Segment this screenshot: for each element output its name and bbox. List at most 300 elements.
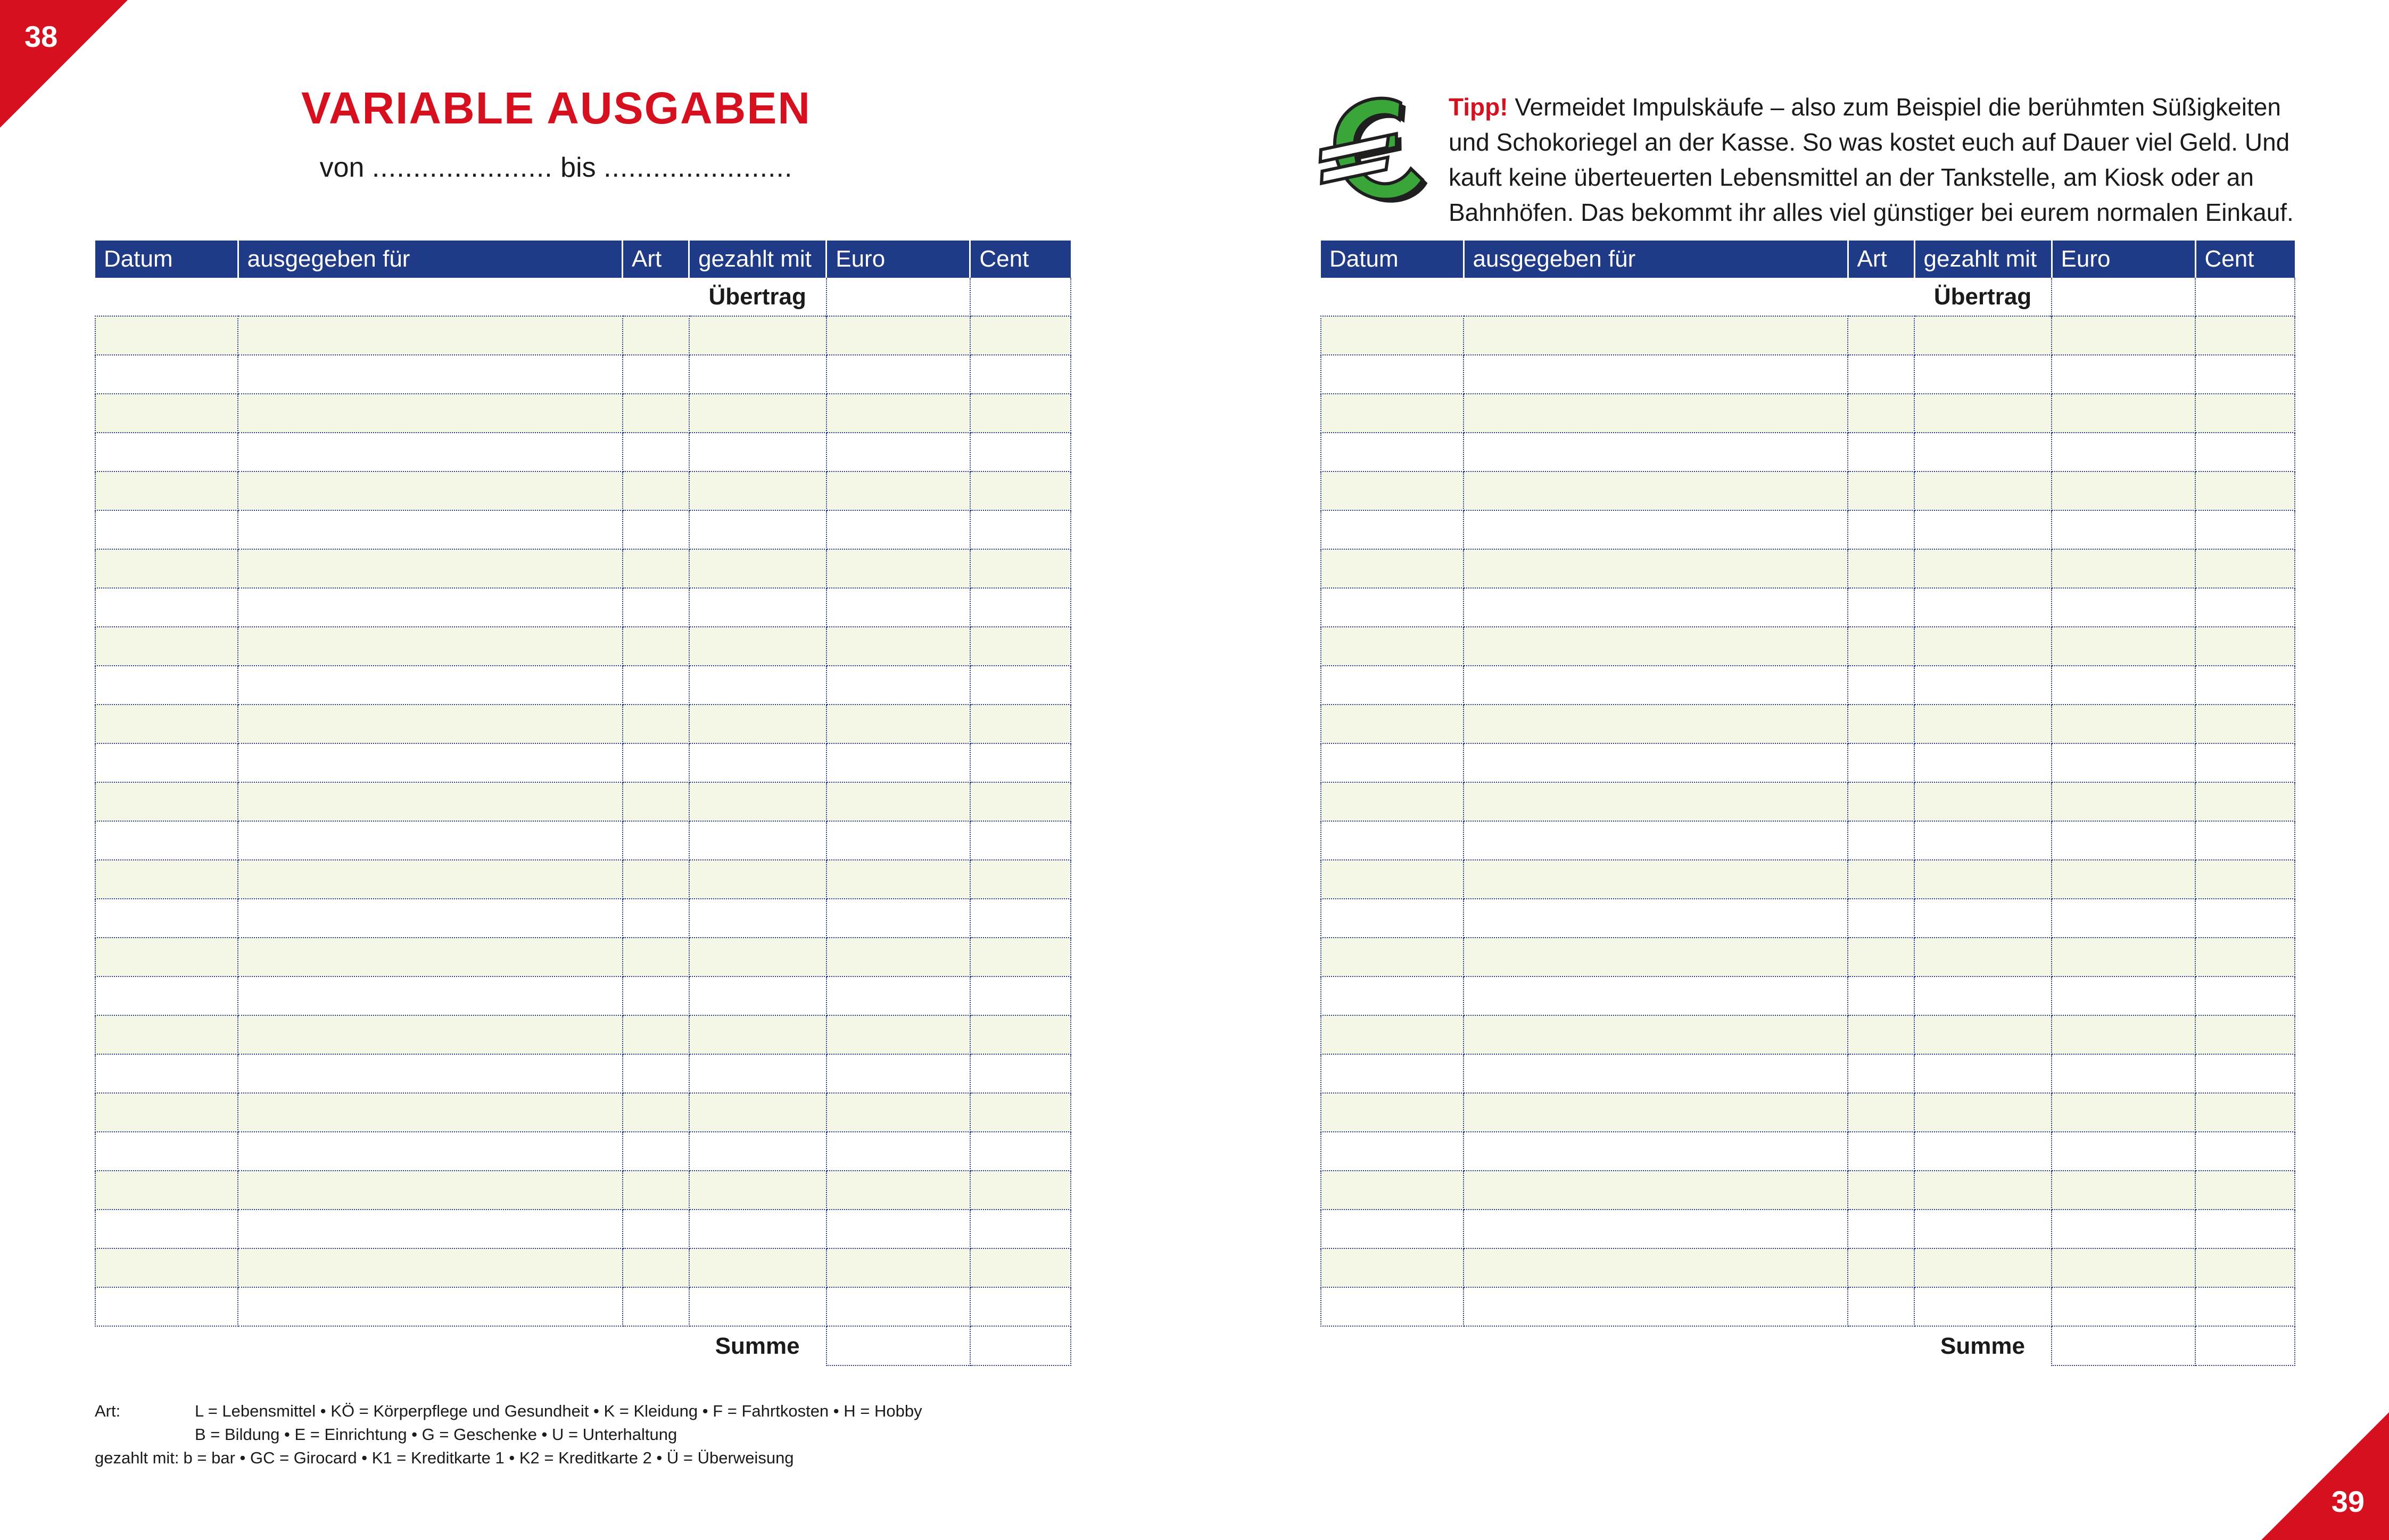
entry-cell[interactable]	[689, 1210, 826, 1248]
entry-cell[interactable]	[95, 1093, 238, 1132]
entry-cell[interactable]	[238, 666, 622, 705]
entry-cell[interactable]	[623, 938, 689, 976]
entry-cell[interactable]	[1914, 316, 2052, 355]
entry-cell[interactable]	[1464, 976, 1848, 1015]
entry-cell[interactable]	[95, 316, 238, 355]
entry-cell[interactable]	[1321, 1054, 1464, 1093]
entry-cell[interactable]	[1914, 355, 2052, 394]
entry-cell[interactable]	[238, 1287, 622, 1326]
entry-cell[interactable]	[1914, 1287, 2052, 1326]
entry-cell[interactable]	[826, 705, 970, 743]
entry-cell[interactable]	[689, 821, 826, 860]
entry-cell[interactable]	[2052, 899, 2195, 938]
entry-cell[interactable]	[95, 860, 238, 899]
entry-cell[interactable]	[1848, 433, 1914, 471]
carry-over-euro-cell[interactable]	[2052, 278, 2195, 316]
entry-cell[interactable]	[689, 782, 826, 821]
entry-cell[interactable]	[95, 1287, 238, 1326]
entry-cell[interactable]	[2195, 627, 2295, 666]
entry-cell[interactable]	[238, 588, 622, 627]
entry-cell[interactable]	[970, 394, 1071, 433]
entry-cell[interactable]	[238, 549, 622, 588]
entry-cell[interactable]	[1464, 1210, 1848, 1248]
entry-cell[interactable]	[826, 1248, 970, 1287]
entry-cell[interactable]	[95, 1015, 238, 1054]
entry-cell[interactable]	[1321, 705, 1464, 743]
entry-cell[interactable]	[2052, 588, 2195, 627]
entry-cell[interactable]	[826, 510, 970, 549]
entry-cell[interactable]	[970, 976, 1071, 1015]
entry-cell[interactable]	[238, 743, 622, 782]
entry-cell[interactable]	[2052, 1287, 2195, 1326]
sum-cent-cell[interactable]	[970, 1326, 1071, 1365]
entry-cell[interactable]	[2052, 1171, 2195, 1210]
entry-cell[interactable]	[1848, 355, 1914, 394]
entry-cell[interactable]	[2195, 433, 2295, 471]
entry-cell[interactable]	[2195, 471, 2295, 510]
entry-cell[interactable]	[970, 471, 1071, 510]
entry-cell[interactable]	[970, 549, 1071, 588]
entry-cell[interactable]	[1848, 1015, 1914, 1054]
entry-cell[interactable]	[623, 1054, 689, 1093]
entry-cell[interactable]	[970, 355, 1071, 394]
entry-cell[interactable]	[238, 1248, 622, 1287]
entry-cell[interactable]	[970, 743, 1071, 782]
entry-cell[interactable]	[2052, 821, 2195, 860]
entry-cell[interactable]	[970, 316, 1071, 355]
entry-cell[interactable]	[1848, 510, 1914, 549]
entry-cell[interactable]	[1321, 471, 1464, 510]
entry-cell[interactable]	[1321, 821, 1464, 860]
sum-cent-cell[interactable]	[2195, 1326, 2295, 1365]
entry-cell[interactable]	[2195, 743, 2295, 782]
entry-cell[interactable]	[1464, 821, 1848, 860]
entry-cell[interactable]	[689, 433, 826, 471]
entry-cell[interactable]	[689, 627, 826, 666]
entry-cell[interactable]	[2195, 782, 2295, 821]
entry-cell[interactable]	[623, 1015, 689, 1054]
entry-cell[interactable]	[238, 510, 622, 549]
entry-cell[interactable]	[1321, 782, 1464, 821]
entry-cell[interactable]	[2195, 1210, 2295, 1248]
entry-cell[interactable]	[2052, 938, 2195, 976]
entry-cell[interactable]	[689, 1015, 826, 1054]
entry-cell[interactable]	[1914, 1093, 2052, 1132]
entry-cell[interactable]	[1464, 1015, 1848, 1054]
entry-cell[interactable]	[689, 355, 826, 394]
entry-cell[interactable]	[970, 782, 1071, 821]
entry-cell[interactable]	[238, 471, 622, 510]
entry-cell[interactable]	[623, 1132, 689, 1171]
entry-cell[interactable]	[970, 860, 1071, 899]
entry-cell[interactable]	[1464, 938, 1848, 976]
entry-cell[interactable]	[826, 1287, 970, 1326]
entry-cell[interactable]	[1914, 976, 2052, 1015]
entry-cell[interactable]	[1914, 821, 2052, 860]
sum-euro-cell[interactable]	[2052, 1326, 2195, 1365]
entry-cell[interactable]	[2195, 549, 2295, 588]
entry-cell[interactable]	[623, 782, 689, 821]
entry-cell[interactable]	[970, 1015, 1071, 1054]
entry-cell[interactable]	[1914, 1015, 2052, 1054]
entry-cell[interactable]	[1464, 1171, 1848, 1210]
entry-cell[interactable]	[2052, 627, 2195, 666]
entry-cell[interactable]	[2052, 1248, 2195, 1287]
entry-cell[interactable]	[1914, 938, 2052, 976]
entry-cell[interactable]	[826, 627, 970, 666]
entry-cell[interactable]	[623, 976, 689, 1015]
range-to-blank[interactable]: .......................	[604, 152, 793, 183]
entry-cell[interactable]	[2195, 1171, 2295, 1210]
entry-cell[interactable]	[2195, 821, 2295, 860]
entry-cell[interactable]	[95, 666, 238, 705]
entry-cell[interactable]	[2195, 394, 2295, 433]
entry-cell[interactable]	[1848, 860, 1914, 899]
entry-cell[interactable]	[1464, 471, 1848, 510]
entry-cell[interactable]	[689, 976, 826, 1015]
entry-cell[interactable]	[95, 1210, 238, 1248]
entry-cell[interactable]	[1848, 821, 1914, 860]
entry-cell[interactable]	[2195, 1248, 2295, 1287]
entry-cell[interactable]	[1321, 1210, 1464, 1248]
entry-cell[interactable]	[970, 1093, 1071, 1132]
entry-cell[interactable]	[238, 1054, 622, 1093]
entry-cell[interactable]	[623, 394, 689, 433]
entry-cell[interactable]	[623, 743, 689, 782]
entry-cell[interactable]	[623, 1248, 689, 1287]
entry-cell[interactable]	[689, 588, 826, 627]
entry-cell[interactable]	[1321, 1248, 1464, 1287]
entry-cell[interactable]	[1914, 1054, 2052, 1093]
entry-cell[interactable]	[95, 627, 238, 666]
entry-cell[interactable]	[1464, 510, 1848, 549]
entry-cell[interactable]	[689, 1093, 826, 1132]
entry-cell[interactable]	[970, 705, 1071, 743]
entry-cell[interactable]	[2052, 510, 2195, 549]
entry-cell[interactable]	[2195, 1015, 2295, 1054]
entry-cell[interactable]	[1464, 666, 1848, 705]
entry-cell[interactable]	[826, 355, 970, 394]
entry-cell[interactable]	[1321, 743, 1464, 782]
entry-cell[interactable]	[826, 316, 970, 355]
entry-cell[interactable]	[689, 705, 826, 743]
entry-cell[interactable]	[2195, 588, 2295, 627]
entry-cell[interactable]	[826, 899, 970, 938]
entry-cell[interactable]	[826, 1093, 970, 1132]
carry-over-euro-cell[interactable]	[826, 278, 970, 316]
entry-cell[interactable]	[1464, 782, 1848, 821]
entry-cell[interactable]	[1848, 471, 1914, 510]
entry-cell[interactable]	[1321, 976, 1464, 1015]
entry-cell[interactable]	[689, 938, 826, 976]
entry-cell[interactable]	[95, 433, 238, 471]
entry-cell[interactable]	[1464, 588, 1848, 627]
entry-cell[interactable]	[623, 1093, 689, 1132]
entry-cell[interactable]	[1464, 1248, 1848, 1287]
entry-cell[interactable]	[1914, 782, 2052, 821]
entry-cell[interactable]	[1914, 705, 2052, 743]
entry-cell[interactable]	[689, 1171, 826, 1210]
entry-cell[interactable]	[1464, 1093, 1848, 1132]
entry-cell[interactable]	[623, 433, 689, 471]
entry-cell[interactable]	[1848, 627, 1914, 666]
entry-cell[interactable]	[2052, 1132, 2195, 1171]
entry-cell[interactable]	[238, 821, 622, 860]
entry-cell[interactable]	[826, 821, 970, 860]
entry-cell[interactable]	[623, 860, 689, 899]
entry-cell[interactable]	[2052, 976, 2195, 1015]
entry-cell[interactable]	[1914, 510, 2052, 549]
entry-cell[interactable]	[2195, 1287, 2295, 1326]
entry-cell[interactable]	[689, 394, 826, 433]
entry-cell[interactable]	[1914, 743, 2052, 782]
entry-cell[interactable]	[623, 471, 689, 510]
entry-cell[interactable]	[1848, 1210, 1914, 1248]
entry-cell[interactable]	[689, 510, 826, 549]
entry-cell[interactable]	[1848, 899, 1914, 938]
entry-cell[interactable]	[1321, 394, 1464, 433]
entry-cell[interactable]	[238, 860, 622, 899]
entry-cell[interactable]	[95, 394, 238, 433]
entry-cell[interactable]	[1464, 316, 1848, 355]
entry-cell[interactable]	[1321, 510, 1464, 549]
entry-cell[interactable]	[970, 510, 1071, 549]
entry-cell[interactable]	[1321, 355, 1464, 394]
carry-over-cent-cell[interactable]	[970, 278, 1071, 316]
entry-cell[interactable]	[2052, 394, 2195, 433]
entry-cell[interactable]	[1848, 316, 1914, 355]
entry-cell[interactable]	[623, 549, 689, 588]
entry-cell[interactable]	[1321, 860, 1464, 899]
entry-cell[interactable]	[95, 1054, 238, 1093]
entry-cell[interactable]	[238, 976, 622, 1015]
entry-cell[interactable]	[689, 899, 826, 938]
entry-cell[interactable]	[238, 938, 622, 976]
entry-cell[interactable]	[238, 899, 622, 938]
entry-cell[interactable]	[689, 316, 826, 355]
entry-cell[interactable]	[95, 743, 238, 782]
entry-cell[interactable]	[95, 705, 238, 743]
entry-cell[interactable]	[623, 510, 689, 549]
entry-cell[interactable]	[1914, 1171, 2052, 1210]
entry-cell[interactable]	[1464, 394, 1848, 433]
entry-cell[interactable]	[1848, 588, 1914, 627]
entry-cell[interactable]	[2195, 1093, 2295, 1132]
entry-cell[interactable]	[2052, 433, 2195, 471]
entry-cell[interactable]	[2195, 976, 2295, 1015]
entry-cell[interactable]	[1914, 1248, 2052, 1287]
entry-cell[interactable]	[1464, 433, 1848, 471]
entry-cell[interactable]	[2052, 705, 2195, 743]
entry-cell[interactable]	[1848, 1248, 1914, 1287]
entry-cell[interactable]	[1321, 1015, 1464, 1054]
entry-cell[interactable]	[1321, 1287, 1464, 1326]
entry-cell[interactable]	[1848, 705, 1914, 743]
entry-cell[interactable]	[238, 1132, 622, 1171]
entry-cell[interactable]	[2195, 1054, 2295, 1093]
entry-cell[interactable]	[826, 666, 970, 705]
entry-cell[interactable]	[238, 1171, 622, 1210]
entry-cell[interactable]	[826, 1210, 970, 1248]
carry-over-cent-cell[interactable]	[2195, 278, 2295, 316]
entry-cell[interactable]	[95, 1248, 238, 1287]
entry-cell[interactable]	[2195, 355, 2295, 394]
entry-cell[interactable]	[1464, 549, 1848, 588]
entry-cell[interactable]	[623, 627, 689, 666]
entry-cell[interactable]	[1848, 1093, 1914, 1132]
entry-cell[interactable]	[238, 782, 622, 821]
entry-cell[interactable]	[689, 1132, 826, 1171]
entry-cell[interactable]	[970, 627, 1071, 666]
entry-cell[interactable]	[1464, 743, 1848, 782]
entry-cell[interactable]	[623, 1287, 689, 1326]
entry-cell[interactable]	[1848, 1054, 1914, 1093]
entry-cell[interactable]	[689, 549, 826, 588]
entry-cell[interactable]	[2195, 510, 2295, 549]
entry-cell[interactable]	[2195, 705, 2295, 743]
entry-cell[interactable]	[1321, 588, 1464, 627]
entry-cell[interactable]	[970, 1171, 1071, 1210]
entry-cell[interactable]	[970, 1210, 1071, 1248]
entry-cell[interactable]	[1848, 549, 1914, 588]
entry-cell[interactable]	[689, 666, 826, 705]
entry-cell[interactable]	[826, 1132, 970, 1171]
sum-euro-cell[interactable]	[826, 1326, 970, 1365]
entry-cell[interactable]	[1848, 1287, 1914, 1326]
entry-cell[interactable]	[689, 743, 826, 782]
entry-cell[interactable]	[1464, 1054, 1848, 1093]
entry-cell[interactable]	[1848, 1132, 1914, 1171]
entry-cell[interactable]	[970, 588, 1071, 627]
entry-cell[interactable]	[970, 1132, 1071, 1171]
entry-cell[interactable]	[826, 782, 970, 821]
entry-cell[interactable]	[1848, 782, 1914, 821]
entry-cell[interactable]	[95, 899, 238, 938]
entry-cell[interactable]	[826, 743, 970, 782]
entry-cell[interactable]	[2052, 1015, 2195, 1054]
entry-cell[interactable]	[1321, 1171, 1464, 1210]
entry-cell[interactable]	[95, 549, 238, 588]
entry-cell[interactable]	[238, 433, 622, 471]
entry-cell[interactable]	[826, 433, 970, 471]
entry-cell[interactable]	[623, 705, 689, 743]
entry-cell[interactable]	[689, 1287, 826, 1326]
entry-cell[interactable]	[95, 976, 238, 1015]
entry-cell[interactable]	[1464, 1132, 1848, 1171]
entry-cell[interactable]	[238, 705, 622, 743]
entry-cell[interactable]	[2052, 471, 2195, 510]
entry-cell[interactable]	[970, 1248, 1071, 1287]
entry-cell[interactable]	[2052, 860, 2195, 899]
entry-cell[interactable]	[970, 821, 1071, 860]
entry-cell[interactable]	[2195, 316, 2295, 355]
entry-cell[interactable]	[826, 976, 970, 1015]
entry-cell[interactable]	[2052, 316, 2195, 355]
entry-cell[interactable]	[689, 860, 826, 899]
entry-cell[interactable]	[2195, 666, 2295, 705]
entry-cell[interactable]	[826, 1171, 970, 1210]
entry-cell[interactable]	[623, 1210, 689, 1248]
entry-cell[interactable]	[1321, 316, 1464, 355]
entry-cell[interactable]	[623, 588, 689, 627]
entry-cell[interactable]	[95, 938, 238, 976]
entry-cell[interactable]	[826, 549, 970, 588]
entry-cell[interactable]	[623, 666, 689, 705]
entry-cell[interactable]	[826, 1015, 970, 1054]
entry-cell[interactable]	[1321, 899, 1464, 938]
entry-cell[interactable]	[1321, 433, 1464, 471]
entry-cell[interactable]	[1848, 976, 1914, 1015]
entry-cell[interactable]	[1914, 471, 2052, 510]
entry-cell[interactable]	[1464, 705, 1848, 743]
entry-cell[interactable]	[95, 782, 238, 821]
entry-cell[interactable]	[1321, 627, 1464, 666]
entry-cell[interactable]	[95, 821, 238, 860]
entry-cell[interactable]	[970, 899, 1071, 938]
entry-cell[interactable]	[1321, 549, 1464, 588]
entry-cell[interactable]	[1914, 588, 2052, 627]
entry-cell[interactable]	[1321, 938, 1464, 976]
entry-cell[interactable]	[95, 1171, 238, 1210]
entry-cell[interactable]	[238, 1210, 622, 1248]
entry-cell[interactable]	[1848, 1171, 1914, 1210]
entry-cell[interactable]	[2052, 355, 2195, 394]
entry-cell[interactable]	[238, 627, 622, 666]
entry-cell[interactable]	[1914, 394, 2052, 433]
entry-cell[interactable]	[95, 510, 238, 549]
entry-cell[interactable]	[238, 1093, 622, 1132]
entry-cell[interactable]	[1848, 394, 1914, 433]
entry-cell[interactable]	[1321, 1132, 1464, 1171]
entry-cell[interactable]	[1464, 860, 1848, 899]
entry-cell[interactable]	[2052, 666, 2195, 705]
entry-cell[interactable]	[2195, 860, 2295, 899]
entry-cell[interactable]	[1464, 627, 1848, 666]
entry-cell[interactable]	[95, 588, 238, 627]
entry-cell[interactable]	[623, 355, 689, 394]
entry-cell[interactable]	[95, 355, 238, 394]
entry-cell[interactable]	[1464, 899, 1848, 938]
entry-cell[interactable]	[238, 316, 622, 355]
entry-cell[interactable]	[1914, 1132, 2052, 1171]
entry-cell[interactable]	[826, 860, 970, 899]
entry-cell[interactable]	[1848, 743, 1914, 782]
entry-cell[interactable]	[1848, 666, 1914, 705]
entry-cell[interactable]	[1464, 1287, 1848, 1326]
entry-cell[interactable]	[2052, 743, 2195, 782]
entry-cell[interactable]	[238, 1015, 622, 1054]
entry-cell[interactable]	[623, 316, 689, 355]
entry-cell[interactable]	[826, 938, 970, 976]
entry-cell[interactable]	[623, 821, 689, 860]
entry-cell[interactable]	[826, 394, 970, 433]
entry-cell[interactable]	[2195, 1132, 2295, 1171]
entry-cell[interactable]	[2195, 938, 2295, 976]
entry-cell[interactable]	[826, 471, 970, 510]
entry-cell[interactable]	[970, 666, 1071, 705]
entry-cell[interactable]	[1914, 666, 2052, 705]
range-from-blank[interactable]: ......................	[371, 152, 553, 183]
entry-cell[interactable]	[2195, 899, 2295, 938]
entry-cell[interactable]	[95, 1132, 238, 1171]
entry-cell[interactable]	[1321, 1093, 1464, 1132]
entry-cell[interactable]	[2052, 549, 2195, 588]
entry-cell[interactable]	[970, 1054, 1071, 1093]
entry-cell[interactable]	[1914, 860, 2052, 899]
entry-cell[interactable]	[2052, 782, 2195, 821]
entry-cell[interactable]	[95, 471, 238, 510]
entry-cell[interactable]	[1464, 355, 1848, 394]
